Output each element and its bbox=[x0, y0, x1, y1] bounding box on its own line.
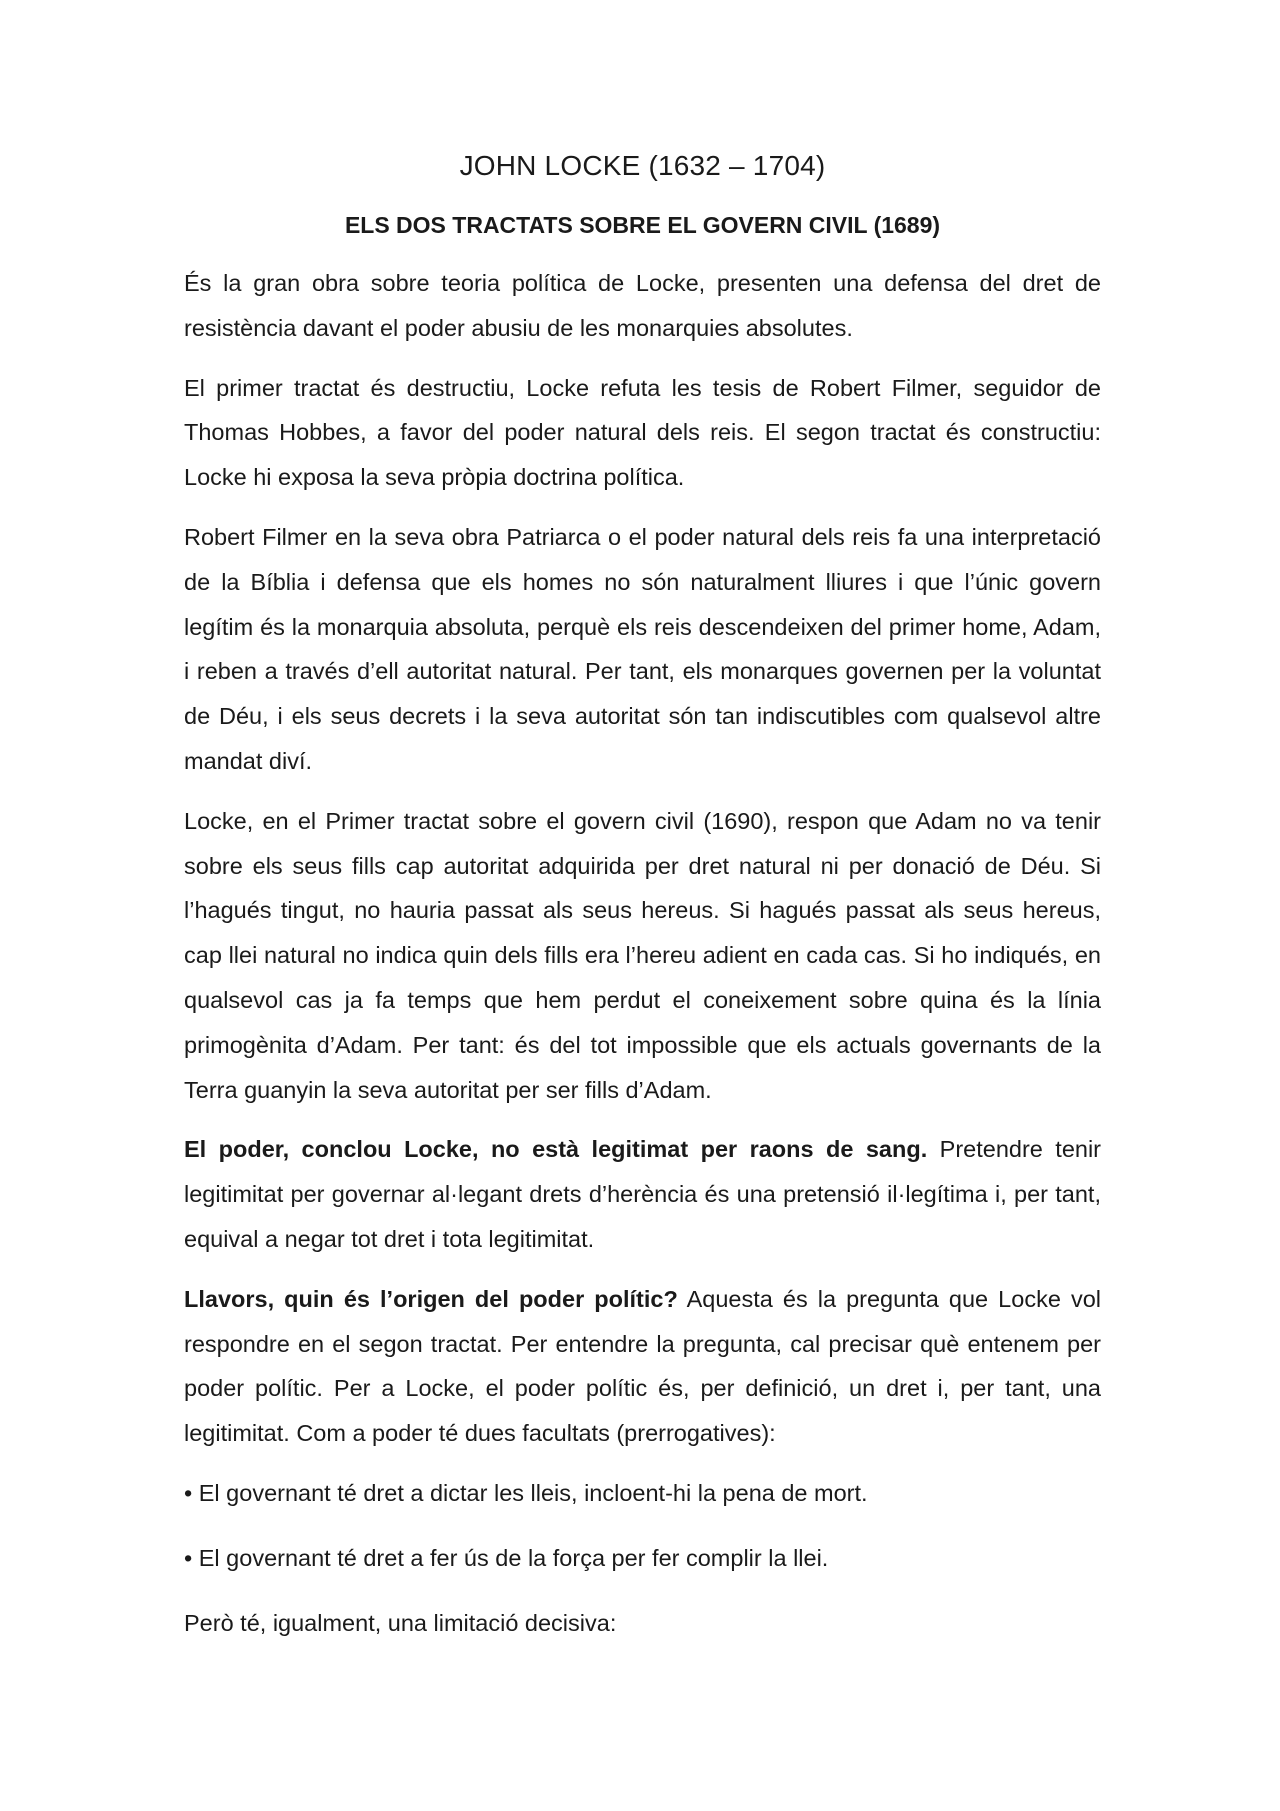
bullet-item: • El governant té dret a fer ús de la força per fer complir la llei. bbox=[184, 1544, 829, 1571]
paragraph-origin-bold: Llavors, quin és l’origen del poder polític? bbox=[184, 1285, 678, 1312]
document-page bbox=[184, 150, 1101, 1660]
bullet-item: • El governant té dret a dictar les lleis, incloent-hi la pena de mort. bbox=[184, 1479, 868, 1506]
document-subtitle: ELS DOS TRACTATS SOBRE EL GOVERN CIVIL (1689) bbox=[344, 212, 941, 238]
paragraph-conclusion-text: Pretendre tenir legitimitat per governar al·legant drets d’herència és una pretensió il·legítima i, per tant, equival a negar tot dret i tota legitimitat. bbox=[184, 1136, 1101, 1252]
paragraph-intro: És la gran obra sobre teoria política de Locke, presenten una defensa del dret de resistència davant el poder abusiu de les monarquies absolutes. bbox=[184, 270, 1101, 341]
document-title: JOHN LOCKE (1632 – 1704) bbox=[459, 150, 826, 181]
paragraph-tractats: El primer tractat és destructiu, Locke refuta les tesis de Robert Filmer, seguidor de Thomas Hobbes, a favor del poder natural dels reis. El segon tractat és constructiu: Locke hi exposa la seva pròpia doctrina política. bbox=[184, 374, 1101, 491]
paragraph-locke-response: Locke, en el Primer tractat sobre el govern civil (1690), respon que Adam no va tenir sobre els seus fills cap autoritat adquirida per dret natural ni per donació de Déu. Si l’hagués tingut, no hauria passat als seus hereus. Si hagués passat als seus hereus, cap llei natural no indica quin dels fills era l’hereu adient en cada cas. Si ho indiqués, en qualsevol cas ja fa temps que hem perdut el coneixement sobre quina és la línia primogènita d’Adam. Per tant: és del tot impossible que els actuals governants de la Terra guanyin la seva autoritat per ser fills d’Adam. bbox=[184, 807, 1101, 1103]
paragraph-filmer: Robert Filmer en la seva obra Patriarca o el poder natural dels reis fa una interpretació de la Bíblia i defensa que els homes no són naturalment lliures i que l’únic govern legítim és la monarquia absoluta, perquè els reis descendeixen del primer home, Adam, i reben a través d’ell autoritat natural. Per tant, els monarques governen per la voluntat de Déu, i els seus decrets i la seva autoritat són tan indiscutibles com qualsevol altre mandat diví. bbox=[184, 523, 1101, 774]
paragraph-conclusion bbox=[184, 1127, 1101, 1261]
paragraph-closing: Però té, igualment, una limitació decisiva: bbox=[184, 1609, 617, 1636]
paragraph-conclusion-bold: El poder, conclou Locke, no està legitimat per raons de sang. bbox=[184, 1136, 928, 1163]
paragraph-origin-text: Aquesta és la pregunta que Locke vol respondre en el segon tractat. Per entendre la pregunta, cal precisar què entenem per poder polític. Per a Locke, el poder polític és, per definició, un dret i, per tant, una legitimitat. Com a poder té dues facultats (prerrogatives): bbox=[184, 1285, 1101, 1447]
paragraph-origin-question bbox=[184, 1277, 1101, 1456]
